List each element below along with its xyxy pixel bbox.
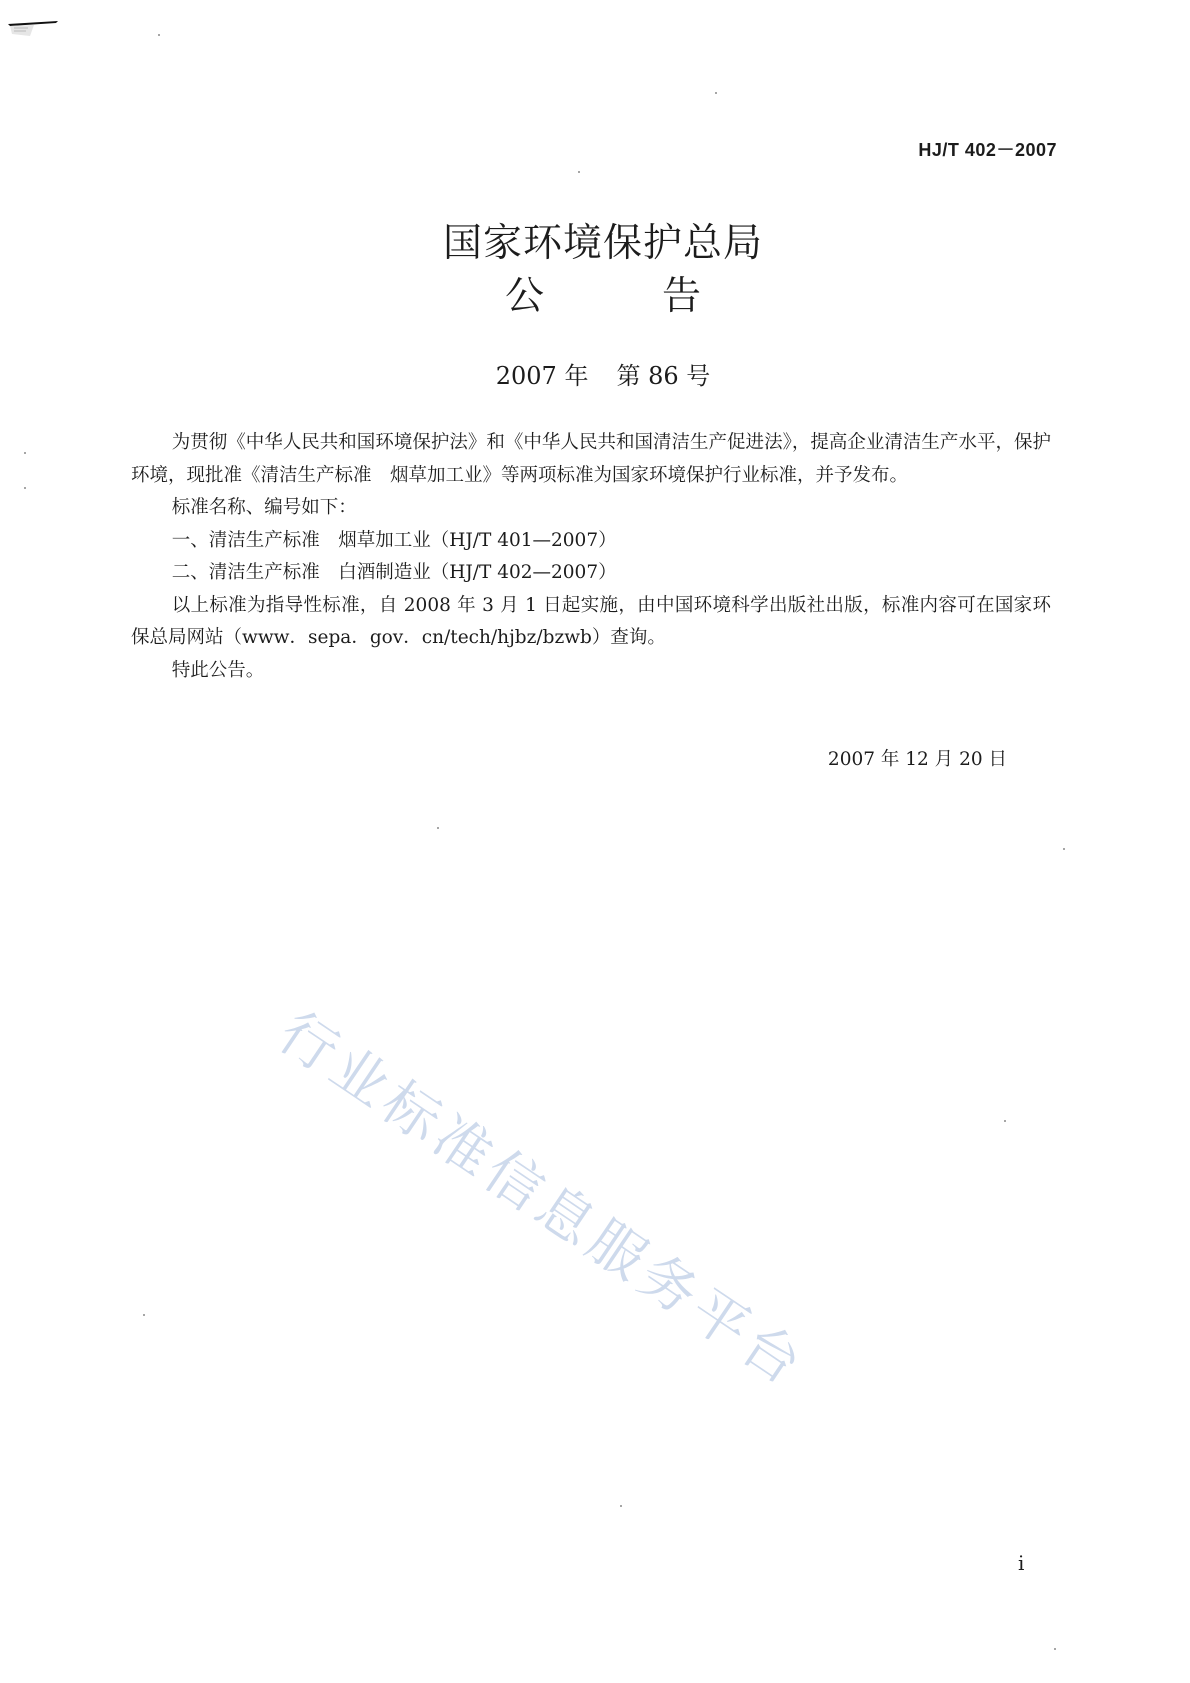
- notice-title-char-1: 公: [504, 274, 544, 319]
- scan-speck: [1054, 1648, 1056, 1650]
- page-number: i: [1018, 1551, 1025, 1575]
- paragraph-standard-list-heading: 标准名称、编号如下：: [171, 497, 357, 518]
- paragraph-implementation: 以上标准为指导性标准，自 2008 年 3 月 1 日起实施，由中国环境科学出版社出版，标准内容可在国家环保总局网站（www．sepa．gov．cn/tech/hjbz/bzwb）查询。: [131, 594, 1051, 648]
- signature-date: 2007 年 12 月 20 日: [827, 749, 1007, 770]
- paragraph-standard-item-1: 一、清洁生产标准 烟草加工业（HJ/T 401—2007）: [171, 529, 617, 551]
- scan-speck: [578, 171, 580, 173]
- issue-serial: 第 86 号: [616, 362, 711, 390]
- watermark-text: 行业标准信息服务平台: [266, 999, 818, 1401]
- organization-title: 国家环境保护总局: [442, 221, 763, 266]
- scan-speck: [143, 1314, 145, 1316]
- scan-speck: [24, 452, 26, 454]
- scan-speck: [437, 827, 439, 829]
- scan-speck: [24, 487, 26, 489]
- notice-title: [0, 265, 1190, 321]
- issue-number: [0, 356, 1190, 391]
- scan-artifact-mark: [0, 10, 62, 40]
- scan-speck: [1004, 1120, 1006, 1122]
- notice-body: [131, 427, 1051, 687]
- issue-year: 2007 年: [495, 362, 589, 390]
- scan-speck: [715, 92, 717, 94]
- scan-speck: [1063, 848, 1065, 850]
- paragraph-standard-item-2: 二、清洁生产标准 白酒制造业（HJ/T 402—2007）: [171, 562, 617, 583]
- standard-code: HJ/T 402－2007: [918, 140, 1057, 160]
- scan-speck: [620, 1505, 622, 1507]
- paragraph-closing: 特此公告。: [171, 659, 265, 681]
- scan-speck: [158, 34, 160, 36]
- notice-title-char-2: 告: [662, 274, 702, 319]
- paragraph-intro: 为贯彻《中华人民共和国环境保护法》和《中华人民共和国清洁生产促进法》，提高企业清洁生产水平，保护环境，现批准《清洁生产标准 烟草加工业》等两项标准为国家环境保护行业标准，并予发布。: [131, 432, 1051, 486]
